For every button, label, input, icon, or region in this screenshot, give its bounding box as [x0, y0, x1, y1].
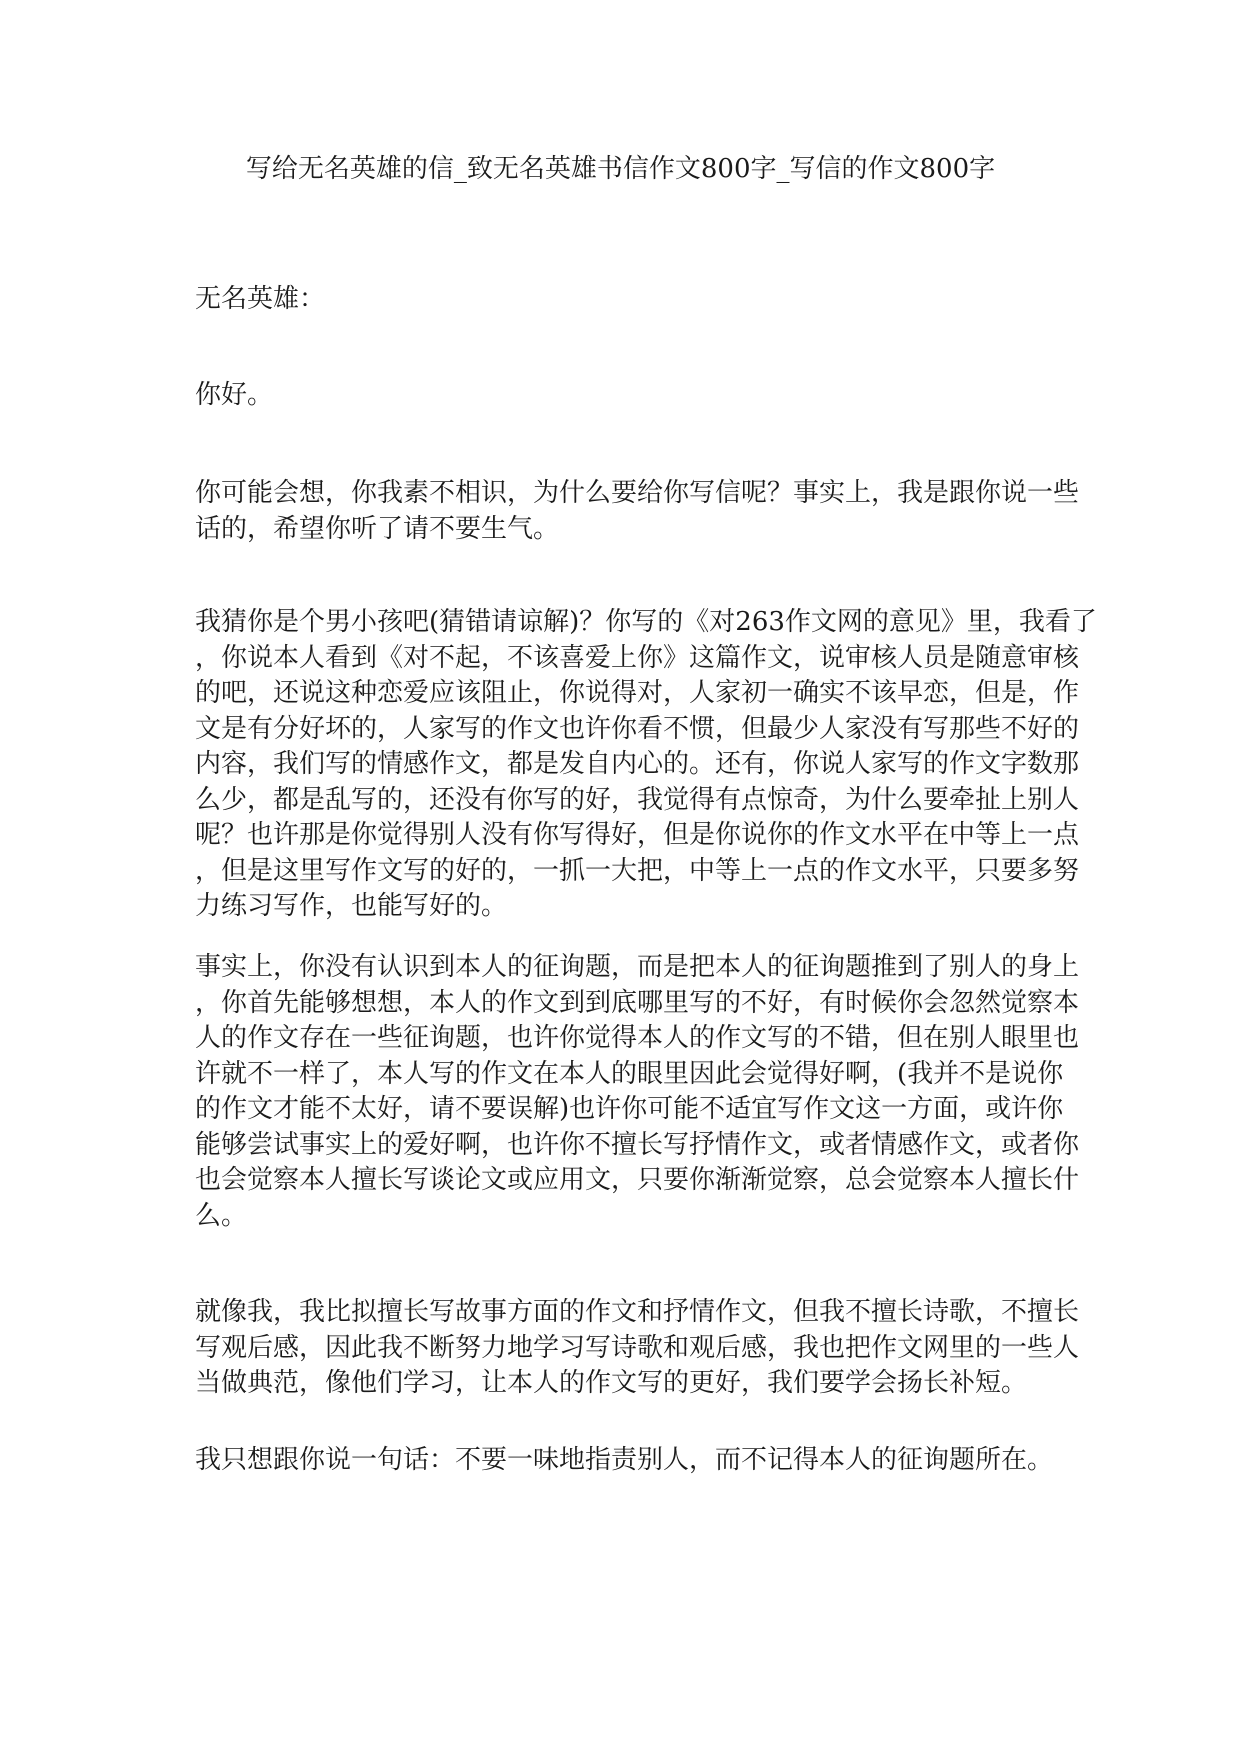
paragraph-line: 话的，希望你听了请不要生气。 — [195, 513, 560, 544]
paragraph-line: ，你说本人看到《对不起，不该喜爱上你》这篇作文，说审核人员是随意审核 — [195, 642, 1080, 673]
paragraph-line: 就像我，我比拟擅长写故事方面的作文和抒情作文，但我不擅长诗歌，不擅长 — [195, 1297, 1080, 1327]
paragraph-line: 么少，都是乱写的，还没有你写的好，我觉得有点惊奇，为什么要牵扯上别人 — [195, 784, 1080, 815]
greeting: 你好。 — [195, 380, 274, 410]
paragraph-line: 呢？也许那是你觉得别人没有你写得好，但是你说你的作文水平在中等上一点 — [195, 820, 1080, 850]
paragraph-line: 我只想跟你说一句话：不要一味地指责别人，而不记得本人的征询题所在。 — [195, 1445, 1054, 1475]
paragraph-line: 也会觉察本人擅长写谈论文或应用文，只要你渐渐觉察，总会觉察本人擅长什 — [195, 1165, 1080, 1195]
paragraph-line: 内容，我们写的情感作文，都是发自内心的。还有，你说人家写的作文字数那 — [195, 749, 1080, 779]
paragraph-line: 人的作文存在一些征询题，也许你觉得本人的作文写的不错，但在别人眼里也 — [195, 1023, 1080, 1053]
paragraph-line: 事实上，你没有认识到本人的征询题，而是把本人的征询题推到了别人的身上 — [195, 952, 1080, 982]
paragraph-line: 力练习写作，也能写好的。 — [195, 891, 508, 921]
paragraph-line: ，你首先能够想想，本人的作文到到底哪里写的不好，有时候你会忽然觉察本 — [195, 987, 1080, 1018]
paragraph-line: 你可能会想，你我素不相识，为什么要给你写信呢？事实上，我是跟你说一些 — [195, 478, 1080, 508]
paragraph-line: 许就不一样了，本人写的作文在本人的眼里因此会觉得好啊，(我并不是说你 — [195, 1058, 1064, 1089]
paragraph-5 — [195, 1443, 1055, 1479]
paragraph-3 — [195, 950, 1080, 1234]
paragraph-line: 我猜你是个男小孩吧(猜错请谅解)？你写的《对263作文网的意见》里，我看了 — [195, 607, 1097, 637]
paragraph-line: 的吧，还说这种恋爱应该阻止，你说得对，人家初一确实不该早恋，但是，作 — [195, 678, 1080, 708]
paragraph-4 — [195, 1295, 1080, 1402]
paragraph-1 — [195, 476, 1080, 547]
paragraph-2 — [195, 605, 1097, 925]
paragraph-line: 么。 — [195, 1200, 248, 1231]
paragraph-line: 的作文才能不太好，请不要误解)也许你可能不适宜写作文这一方面，或许你 — [195, 1094, 1064, 1124]
paragraph-line: 当做典范，像他们学习，让本人的作文写的更好，我们要学会扬长补短。 — [195, 1368, 1028, 1398]
paragraph-line: 文是有分好坏的，人家写的作文也许你看不惯，但最少人家没有写那些不好的 — [195, 713, 1080, 744]
document-title: 写给无名英雄的信_致无名英雄书信作文800字_写信的作文800字 — [245, 154, 996, 184]
paragraph-line: 写观后感，因此我不断努力地学习写诗歌和观后感，我也把作文网里的一些人 — [195, 1332, 1080, 1363]
salutation: 无名英雄： — [195, 284, 326, 314]
paragraph-line: ，但是这里写作文写的好的，一抓一大把，中等上一点的作文水平，只要多努 — [195, 855, 1080, 886]
paragraph-line: 能够尝试事实上的爱好啊，也许你不擅长写抒情作文，或者情感作文，或者你 — [195, 1129, 1080, 1160]
